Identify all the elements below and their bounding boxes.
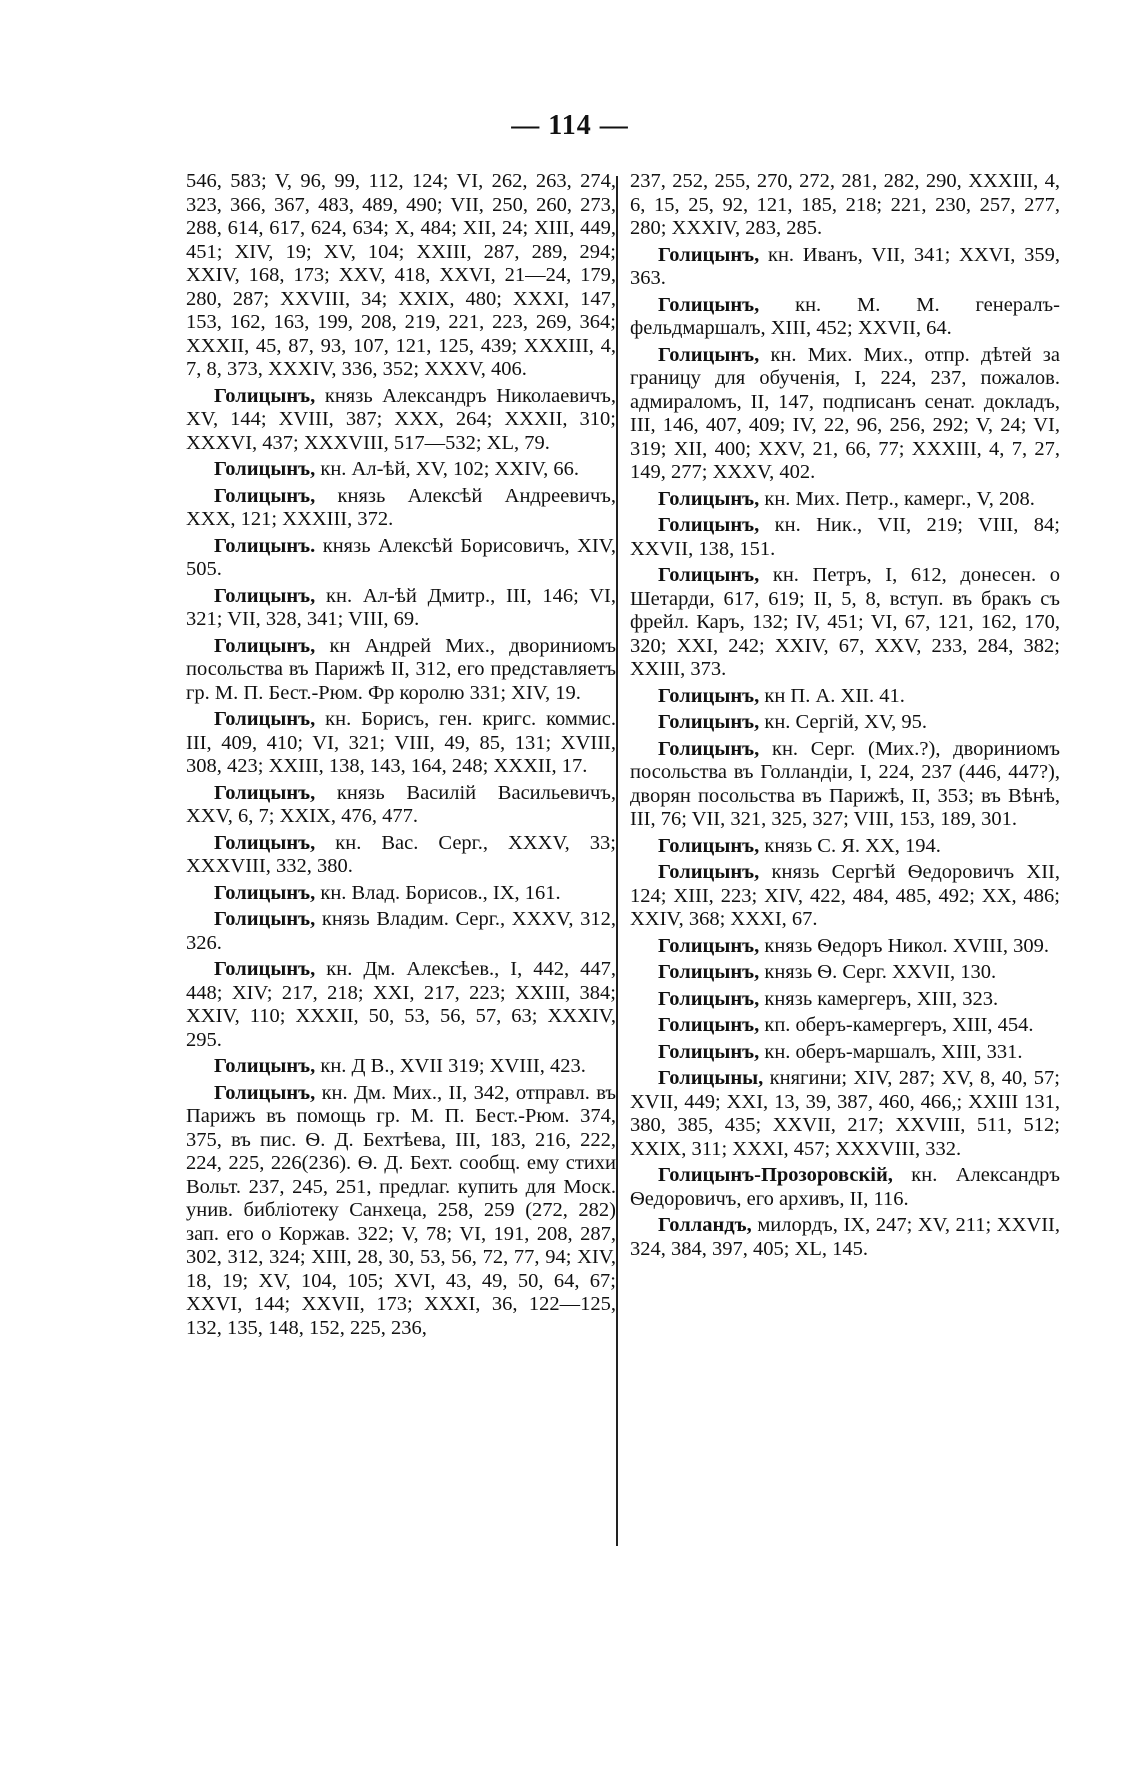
entry-heading: Голицынъ, [214,958,316,980]
entry-references: кн. оберъ-маршалъ, XIII, 331. [759,1040,1023,1063]
entry-heading: Голицынъ, [214,908,316,930]
index-entry [186,485,616,532]
entry-references: кн П. А. XII. 41. [759,684,905,707]
index-entry [630,961,1060,985]
entry-references: кн Андрей Мих., двориниомъ посольства въ Парижѣ II, 312, его представляетъ гр. М. П. Бест.-Рюм. Фр королю 331; XIV, 19. [186,634,616,704]
column-divider [616,176,618,1546]
index-entry [186,535,616,582]
index-entry [630,988,1060,1012]
entry-references: кн. Дм. Мих., II, 342, отправл. въ Парижъ въ помощь гр. М. П. Бест.-Рюм. 374, 375, въ пис. Ѳ. Д. Бехтѣева, III, 183, 216, 222, 224, 225, 226(236). Ѳ. Д. Бехт. сообщ. ему стихи Вольт. 237, 245, 251, предлаг. купить для Моск. унив. библіотеку Санхеца, 258, 259 (272, 282) зап. его о Коржав. 322; V, 78; VI, 191, 208, 287, 302, 312, 324; XIII, 28, 30, 53, 56, 72, 77, 94; XIV, 18, 19; XV, 104, 105; XVI, 43, 49, 50, 64, 67; XXVI, 144; XXVII, 173; XXXI, 36, 122—125, 132, 135, 148, 152, 225, 236, [186,1081,616,1339]
index-entry [186,385,616,456]
entry-heading: Голицынъ, [214,584,316,607]
entry-heading: Голицынъ, [214,384,316,407]
entry-heading: Голицынъ, [658,243,760,266]
index-entry [630,488,1060,512]
entry-heading: Голицыны, [658,1067,764,1089]
index-entry [630,711,1060,735]
entry-references: кн. Вас. Серг., XXXV, 33; XXXVIII, 332, 380. [186,831,616,877]
entry-heading: Голицынъ, [658,1040,760,1063]
entry-heading: Голицынъ, [658,861,760,883]
entry-references: кн. Мих. Петр., камерг., V, 208. [759,487,1035,510]
entry-heading: Голицынъ, [658,737,760,760]
entry-heading: Голицынъ, [658,834,760,857]
entry-heading: Голицынъ. [214,534,316,557]
index-entry [186,635,616,706]
index-entry [186,782,616,829]
entry-heading: Голицынъ, [658,711,760,733]
entry-heading: Голицынъ, [214,1055,316,1077]
entry-references: кп. оберъ-камергеръ, XIII, 454. [759,1014,1034,1036]
entry-heading: Голицынъ, [214,781,316,804]
entry-heading: Голицынъ, [658,961,760,983]
index-entry [630,514,1060,561]
index-entry [630,244,1060,291]
index-entry [630,835,1060,859]
index-entry [630,1214,1060,1261]
entry-references: кн. Сергій, XV, 95. [759,711,927,733]
entry-references: кн. Ник., VII, 219; VIII, 84; XXVII, 138, 151. [630,514,1060,560]
entry-heading: Голицынъ, [658,684,760,707]
entry-heading: Голицынъ, [658,1014,760,1036]
entry-references: кн. Дм. Алексѣев., I, 442, 447, 448; XIV; 217, 218; XXI, 217, 223; XXIII, 384; XXIV, 110; XXXII, 50, 53, 56, 57, 63; XXXIV, 295. [186,958,616,1051]
entry-heading: Голландъ, [658,1214,752,1236]
left-column [186,170,616,1343]
index-entry [186,170,616,382]
index-entry [186,708,616,779]
entry-references: кн. Иванъ, VII, 341; XXVI, 359, 363. [630,243,1060,289]
entry-heading: Голицынъ, [214,1081,316,1104]
index-entry [630,1041,1060,1065]
entry-heading: Голицынъ, [214,484,316,507]
entry-heading: Голицынъ, [658,343,760,366]
entry-references: княгини; XIV, 287; XV, 8, 40, 57; XVII, 449; XXI, 13, 39, 387, 460, 466,; XXIII 131, 380, 385, 435; XXVII, 217; XXVIII, 511, 512; XXIX, 311; XXXI, 457; XXXVIII, 332. [630,1067,1060,1160]
index-entry [186,882,616,906]
entry-heading: Голицынъ, [658,487,760,510]
entry-heading: Голицынъ, [658,934,760,957]
entry-references: князь Алексѣй Андреевичъ, XXX, 121; XXXIII, 372. [186,484,616,530]
entry-references: кн. Влад. Борисов., IX, 161. [315,881,561,904]
entry-references: кн. Ал-ѣй Дмитр., III, 146; VI, 321; VII, 328, 341; VIII, 69. [186,584,616,630]
entry-references: милордъ, IX, 247; XV, 211; XXVII, 324, 384, 397, 405; XL, 145. [630,1214,1060,1260]
right-column [630,170,1060,1264]
entry-references: князь Ѳ. Серг. XXVII, 130. [759,961,997,983]
entry-heading: Голицынъ, [214,634,316,657]
entry-references: кн. Серг. (Мих.?), двориниомъ посольства въ Голландіи, I, 224, 237 (446, 447?), дворян посольства въ Парижѣ, II, 353; въ Вѣнѣ, III, 76; VII, 321, 325, 327; VIII, 153, 189, 301. [630,737,1060,830]
index-entry [630,861,1060,932]
entry-references: кн. Ал-ѣй, XV, 102; XXIV, 66. [315,458,580,480]
entry-heading: Голицынъ, [658,987,760,1010]
entry-references: князь С. Я. XX, 194. [759,834,941,857]
entry-references: кн. Мих. Мих., отпр. дѣтей за границу для обученія, I, 224, 237, пожалов. адмираломъ, II, 147, подписанъ сенат. докладъ, III, 146, 407, 409; IV, 22, 96, 256, 292; V, 24; VI, 319; XII, 400; XXV, 21, 66, 77; XXXIII, 4, 7, 27, 149, 277; XXXV, 402. [630,343,1060,483]
entry-references: кн. Борисъ, ген. кригс. коммис. III, 409, 410; VI, 321; VIII, 49, 85, 131; XVIII, 308, 423; XXIII, 138, 143, 164, 248; XXXII, 17. [186,708,616,777]
index-entry [630,294,1060,341]
entry-references: князь Алексѣй Борисовичъ, XIV, 505. [186,534,616,580]
index-entry [630,1164,1060,1211]
entry-heading: Голицынъ, [658,293,760,316]
entry-heading: Голицынъ, [214,708,316,730]
entry-references: князь Александръ Николаевичъ, XV, 144; XVIII, 387; XXX, 264; XXXII, 310; XXXVI, 437; XXXVIII, 517—532; XL, 79. [186,384,616,454]
entry-references: кн. М. М. генералъ-фельдмаршалъ, XIII, 452; XXVII, 64. [630,293,1060,339]
index-entry [630,1014,1060,1038]
entry-heading: Голицынъ, [658,514,760,536]
entry-references: кн. Д В., XVII 319; XVIII, 423. [315,1055,586,1077]
entry-references: 546, 583; V, 96, 99, 112, 124; VI, 262, 263, 274, 323, 366, 367, 483, 489, 490; VII, 250, 260, 273, 288, 614, 617, 624, 634; X, 484; XII, 24; XIII, 449, 451; XIV, 19; XV, 104; XXIII, 287, 289, 294; XXIV, 168, 173; XXV, 418, XXVI, 21—24, 179, 280, 287; XXVIII, 34; XXIX, 480; XXXI, 147, 153, 162, 163, 199, 208, 219, 221, 223, 269, 364; XXXII, 45, 87, 93, 107, 121, 125, 439; XXXIII, 4, 7, 8, 373, XXXIV, 336, 352; XXXV, 406. [186,170,616,380]
entry-references: князь Владим. Серг., XXXV, 312, 326. [186,908,616,954]
index-entry [186,458,616,482]
index-entry [630,685,1060,709]
entry-references: князь Василій Васильевичъ, XXV, 6, 7; XXIX, 476, 477. [186,781,616,827]
entry-references: князь Ѳедоръ Никол. XVIII, 309. [759,934,1049,957]
entry-heading: Голицынъ-Прозоровскій, [658,1164,893,1186]
index-entry [186,832,616,879]
entry-references: князь камергеръ, XIII, 323. [759,987,999,1010]
index-entry [630,564,1060,682]
index-entry [186,908,616,955]
index-entry [630,170,1060,241]
index-entry [186,958,616,1052]
entry-heading: Голицынъ, [214,458,316,480]
entry-references: князь Сергѣй Ѳедоровичъ XII, 124; XIII, 223; XIV, 422, 484, 485, 492; XX, 486; XXIV, 368; XXXI, 67. [630,861,1060,930]
page-number: — 114 — [511,110,629,141]
index-entry [186,1082,616,1341]
entry-heading: Голицынъ, [214,881,316,904]
index-entry [630,1067,1060,1161]
index-entry [186,585,616,632]
entry-references: 237, 252, 255, 270, 272, 281, 282, 290, XXXIII, 4, 6, 15, 25, 92, 121, 185, 218; 221, 230, 257, 277, 280; XXXIV, 283, 285. [630,170,1060,239]
entry-references: кн. Петръ, I, 612, донесен. о Шетарди, 617, 619; II, 5, 8, вступ. въ бракъ съ фрейл. Каръ, 132; IV, 451; VI, 67, 121, 162, 170, 320; XXI, 242; XXIV, 67, XXV, 233, 284, 382; XXIII, 373. [630,564,1060,680]
entry-heading: Голицынъ, [658,564,760,586]
entry-references: кн. Александръ Ѳедоровичъ, его архивъ, II, 116. [630,1164,1060,1210]
index-entry [186,1055,616,1079]
index-entry [630,738,1060,832]
entry-heading: Голицынъ, [214,831,316,854]
index-entry [630,935,1060,959]
index-entry [630,344,1060,485]
